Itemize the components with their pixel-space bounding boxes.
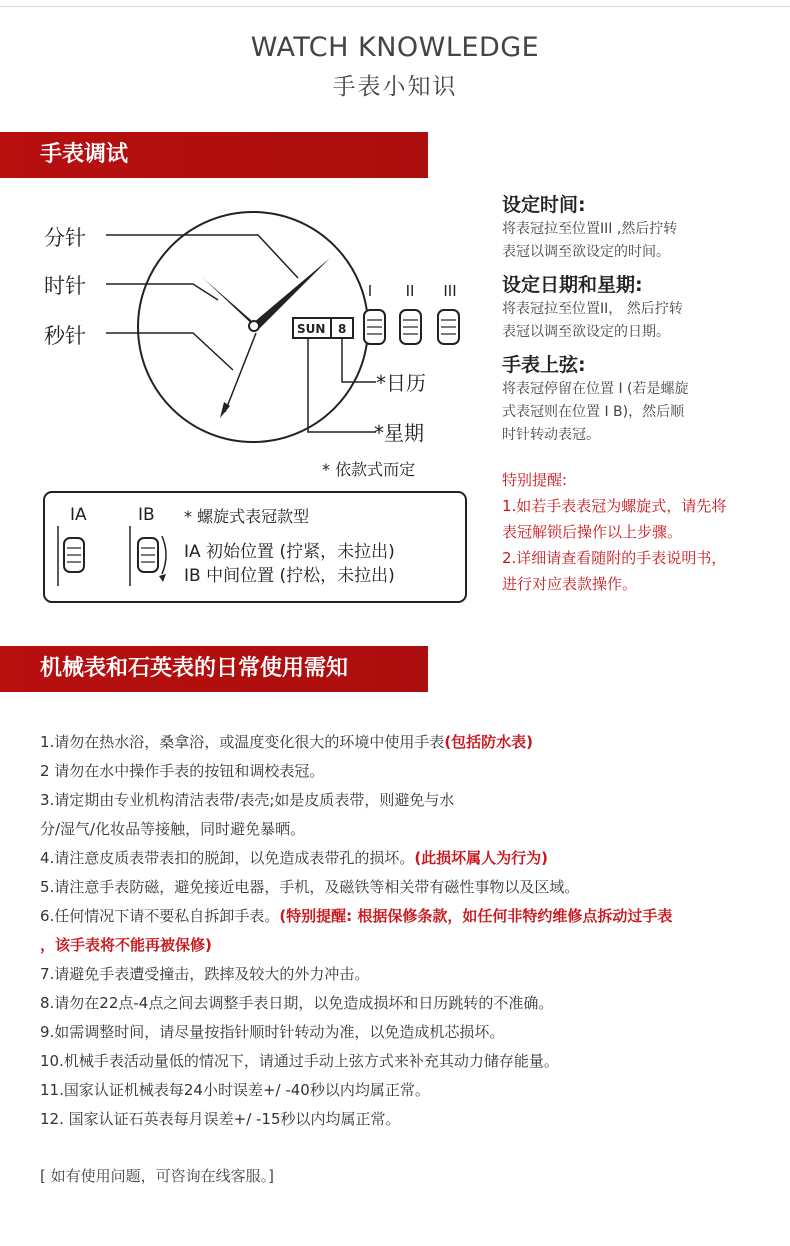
date-window: 8 bbox=[338, 322, 347, 336]
instruction-winding bbox=[502, 352, 782, 447]
rule-item: 7.请避免手表遭受撞击，跌摔及较大的外力冲击。 bbox=[40, 965, 370, 983]
watch-diagram bbox=[38, 190, 478, 610]
instruction-line: 表冠以调至欲设定的时间。 bbox=[502, 244, 670, 260]
notice-line: 进行对应表款操作。 bbox=[502, 575, 638, 593]
screw-crown-ia-desc: IA 初始位置 (拧紧，未拉出) bbox=[184, 542, 395, 562]
instruction-text bbox=[502, 218, 782, 264]
hour-hand bbox=[203, 278, 257, 329]
instruction-set-date bbox=[502, 272, 782, 344]
instruction-line: 式表冠则在位置 I B)，然后顺 bbox=[502, 404, 685, 420]
hour-hand-label: 时针 bbox=[44, 274, 86, 298]
screw-crown-ib-label: IB bbox=[138, 505, 155, 525]
rule-item: 3.请定期由专业机构清洁表带/表壳;如是皮质表带，则避免与水 bbox=[40, 791, 455, 809]
minute-hand-label: 分针 bbox=[44, 226, 86, 250]
notice-line: 1.如若手表表冠为螺旋式，请先将 bbox=[502, 497, 727, 515]
rule-item: 5.请注意手表防磁，避免接近电器，手机，及磁铁等相关带有磁性事物以及区域。 bbox=[40, 878, 580, 896]
crown-position-iii: III bbox=[443, 282, 457, 300]
style-note: * 依款式而定 bbox=[322, 460, 416, 479]
day-window: SUN bbox=[297, 322, 326, 336]
instruction-line: 将表冠拉至位置II， 然后拧转 bbox=[502, 301, 683, 317]
usage-rules-list bbox=[40, 728, 770, 1134]
page-title-en: WATCH KNOWLEDGE bbox=[250, 32, 540, 63]
section-banner-usage: 机械表和石英表的日常使用需知 bbox=[0, 646, 428, 692]
crown-diagram bbox=[364, 310, 459, 344]
screw-crown-ia-label: IA bbox=[70, 505, 87, 525]
instruction-title: 手表上弦: bbox=[502, 354, 586, 376]
customer-service-note: [ 如有使用问题，可咨询在线客服。] bbox=[40, 1167, 274, 1185]
instruction-line: 表冠以调至欲设定的日期。 bbox=[502, 324, 670, 340]
page-title-cn: 手表小知识 bbox=[332, 74, 458, 100]
weekday-label: *星期 bbox=[374, 421, 424, 445]
notice-line: 2.详细请查看随附的手表说明书， bbox=[502, 549, 727, 567]
rule-item: 分/湿气/化妆品等接触，同时避免暴晒。 bbox=[40, 820, 306, 838]
hour-leader-line bbox=[106, 284, 218, 300]
instruction-line: 将表冠拉至位置III ,然后拧转 bbox=[502, 221, 678, 237]
instruction-panel bbox=[502, 192, 782, 597]
rule-item: 10.机械手表活动量低的情况下，请通过手动上弦方式来补充其动力储存能量。 bbox=[40, 1052, 559, 1070]
second-hand bbox=[225, 333, 256, 412]
crown-position-i: I bbox=[367, 282, 373, 300]
screw-crown-ib-desc: IB 中间位置 (拧松，未拉出) bbox=[184, 566, 395, 586]
rule-item: 8.请勿在22点-4点之间去调整手表日期，以免造成损坏和日历跳转的不准确。 bbox=[40, 994, 554, 1012]
instruction-line: 将表冠停留在位置 I (若是螺旋 bbox=[502, 381, 689, 397]
section-banner-adjust: 手表调试 bbox=[0, 132, 428, 178]
instruction-line: 时针转动表冠。 bbox=[502, 427, 600, 443]
instruction-title: 设定日期和星期: bbox=[502, 274, 643, 296]
second-hand-label: 秒针 bbox=[44, 324, 86, 348]
calendar-label: *日历 bbox=[376, 371, 426, 395]
rule-item: 1.请勿在热水浴，桑拿浴，或温度变化很大的环境中使用手表(包括防水表) bbox=[40, 733, 534, 751]
instruction-text bbox=[502, 378, 782, 447]
crown-position-ii: II bbox=[405, 282, 415, 300]
rule-item: ，该手表将不能再被保修) bbox=[40, 936, 212, 954]
notice-line: 表冠解锁后操作以上步骤。 bbox=[502, 523, 683, 541]
instruction-text bbox=[502, 298, 782, 344]
rule-item: 6.任何情况下请不要私自拆卸手表。(特别提醒: 根据保修条款，如任何非特约维修点拆动过手表 bbox=[40, 907, 673, 925]
special-notice bbox=[502, 467, 782, 597]
rule-item: 4.请注意皮质表带表扣的脱卸，以免造成表带孔的损坏。(此损坏属人为行为) bbox=[40, 849, 549, 867]
second-leader-line bbox=[106, 333, 233, 370]
rule-item: 11.国家认证机械表每24小时误差+/ -40秒以内均属正常。 bbox=[40, 1081, 430, 1099]
instruction-set-time bbox=[502, 192, 782, 264]
minute-leader-line bbox=[106, 235, 298, 278]
rule-item: 9.如需调整时间，请尽量按指针顺时针转动为准，以免造成机芯损坏。 bbox=[40, 1023, 505, 1041]
instruction-title: 设定时间: bbox=[502, 194, 586, 216]
rule-item: 2 请勿在水中操作手表的按钮和调校表冠。 bbox=[40, 762, 325, 780]
rule-item: 12. 国家认证石英表每月误差+/ -15秒以内均属正常。 bbox=[40, 1110, 401, 1128]
screw-crown-title: * 螺旋式表冠款型 bbox=[184, 507, 310, 526]
top-divider bbox=[0, 6, 790, 7]
notice-title: 特别提醒: bbox=[502, 471, 568, 489]
hand-pivot bbox=[249, 321, 259, 331]
